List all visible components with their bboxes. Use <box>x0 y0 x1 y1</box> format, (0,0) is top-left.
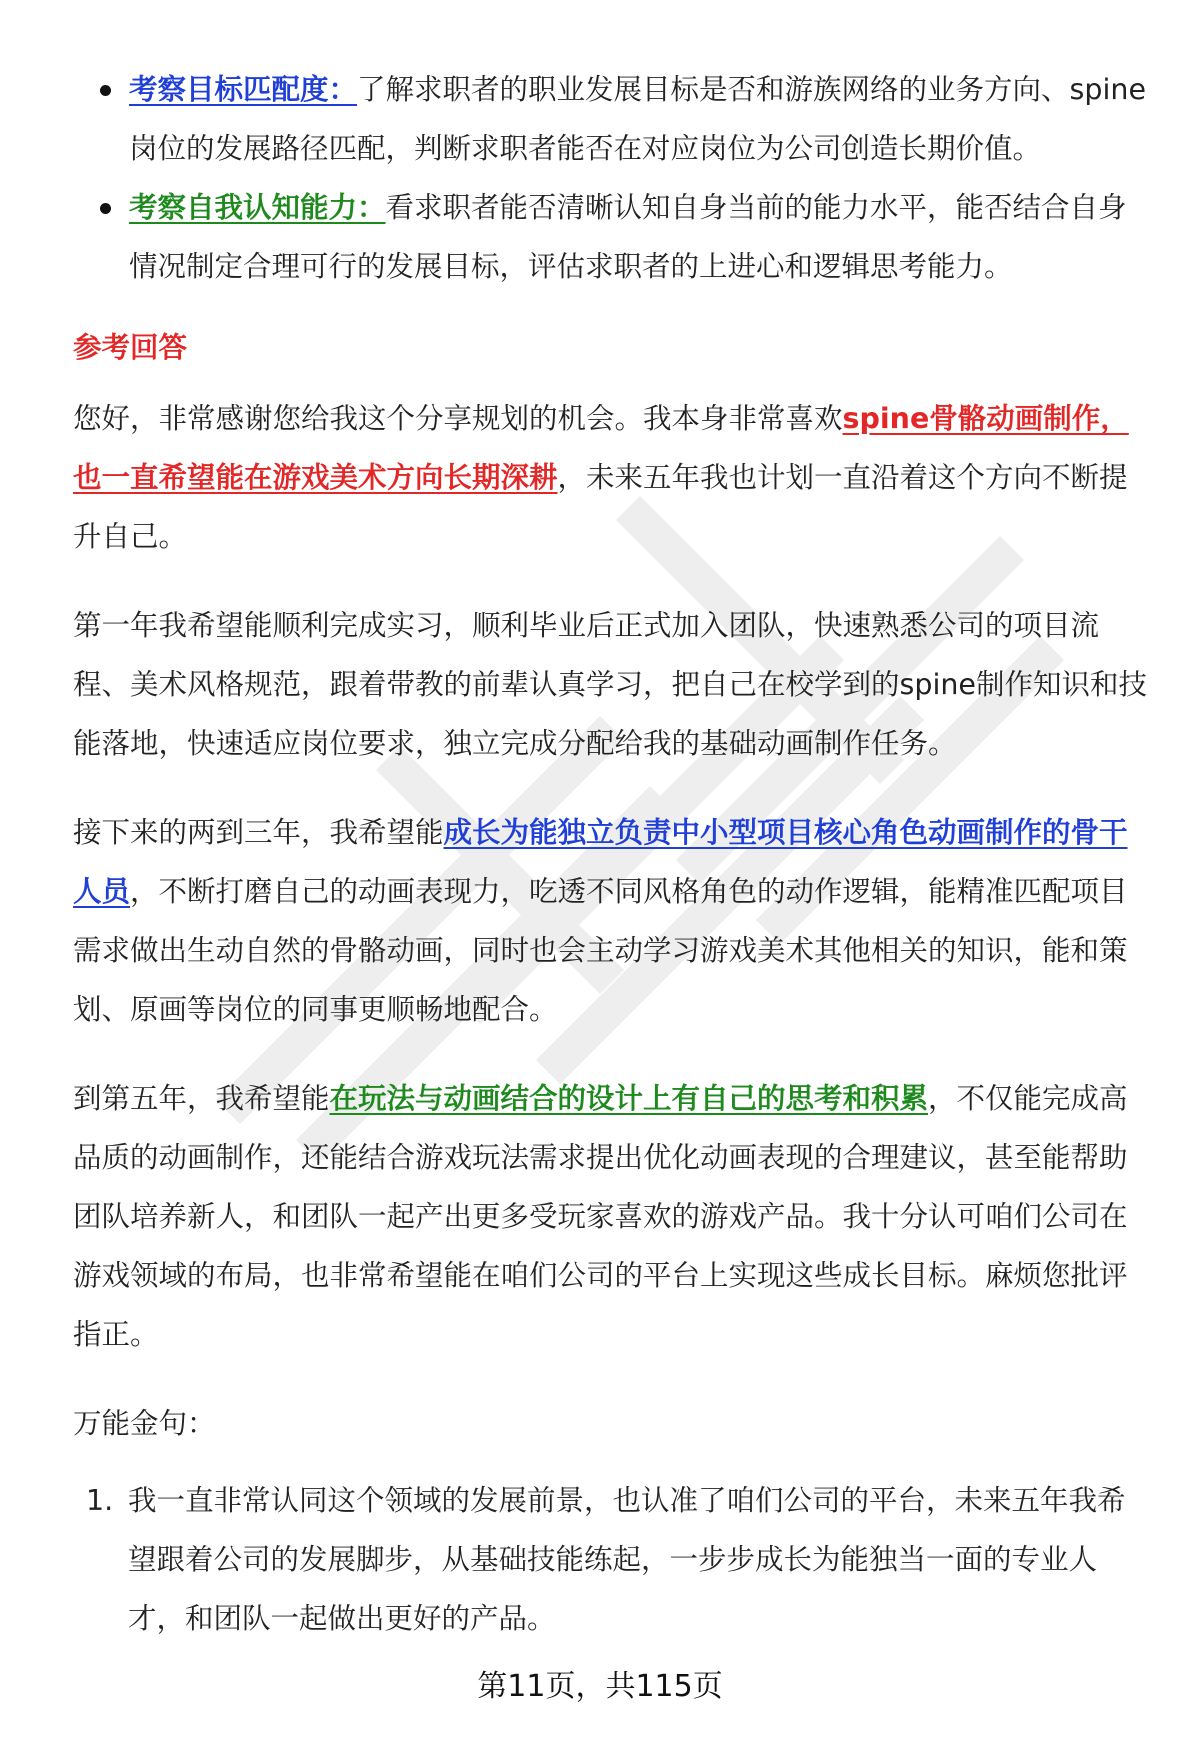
paragraph-text: ，不仅能完成高品质的动画制作，还能结合游戏玩法需求提出优化动画表现的合理建议，甚至能帮助团队培养新人，和团队一起产出更多受玩家喜欢的游戏产品。我十分认可咱们公司在游戏领域的布局，也非常希望能在咱们公司的平台上实现这些成长目标。麻烦您批评指正。 <box>73 1082 1128 1351</box>
answer-paragraph-year-one <box>73 596 1148 773</box>
page-footer: 第11页，共115页 <box>477 1669 723 1704</box>
paragraph-text: 到第五年，我希望能 <box>73 1082 330 1115</box>
document-body <box>73 60 1148 1648</box>
highlight-green: 在玩法与动画结合的设计上有自己的思考和积累 <box>329 1082 929 1115</box>
formula-list <box>73 1471 1148 1648</box>
formula-text: 我一直非常认同这个领域的发展前景，也认准了咱们公司的平台，未来五年我希望跟着公司的发展脚步，从基础技能练起，一步步成长为能独当一面的专业人才，和团队一起做出更好的产品。 <box>128 1484 1126 1635</box>
formula-item <box>73 1471 1148 1648</box>
bullet-keyword: 考察自我认知能力： <box>129 191 386 224</box>
formula-label: 万能金句： <box>73 1407 216 1440</box>
section-title: 参考回答 <box>73 331 188 364</box>
bullet-text: 了解求职者的职业发展目标是否和游族网络的业务方向、spine岗位的发展路径匹配，判断求职者能否在对应岗位为公司创造长期价值。 <box>129 73 1146 165</box>
formula-number: 1. <box>86 1484 114 1517</box>
paragraph-text: 第一年我希望能顺利完成实习，顺利毕业后正式加入团队，快速熟悉公司的项目流程、美术风格规范，跟着带教的前辈认真学习，把自己在校学到的spine制作知识和技能落地，快速适应岗位要求，独立完成分配给我的基础动画制作任务。 <box>73 609 1147 760</box>
bullet-dot <box>100 85 111 96</box>
paragraph-text: 您好，非常感谢您给我这个分享规划的机会。我本身非常喜欢 <box>73 402 843 435</box>
answer-paragraph-intro <box>73 389 1148 566</box>
bullet-dot <box>100 203 111 214</box>
paragraph-text: 接下来的两到三年，我希望能 <box>73 816 444 849</box>
bullet-item-goal-match <box>73 60 1148 178</box>
highlight-red: spine骨骼动画制作，也一直希望能在游戏美术方向长期深耕 <box>73 402 1129 494</box>
bullet-keyword: 考察目标匹配度： <box>129 73 358 106</box>
assessment-points <box>73 60 1148 296</box>
bullet-text: 看求职者能否清晰认知自身当前的能力水平，能否结合自身情况制定合理可行的发展目标，评估求职者的上进心和逻辑思考能力。 <box>129 191 1127 283</box>
answer-paragraph-year-five <box>73 1069 1148 1364</box>
paragraph-text: ，未来五年我也计划一直沿着这个方向不断提升自己。 <box>73 461 1128 553</box>
paragraph-text: ，不断打磨自己的动画表现力，吃透不同风格角色的动作逻辑，能精准匹配项目需求做出生动自然的骨骼动画，同时也会主动学习游戏美术其他相关的知识，能和策划、原画等岗位的同事更顺畅地配合。 <box>73 875 1128 1026</box>
bullet-item-self-awareness <box>73 178 1148 296</box>
answer-paragraph-years-two-three <box>73 803 1148 1039</box>
highlight-blue: 成长为能独立负责中小型项目核心角色动画制作的骨干人员 <box>73 816 1128 908</box>
